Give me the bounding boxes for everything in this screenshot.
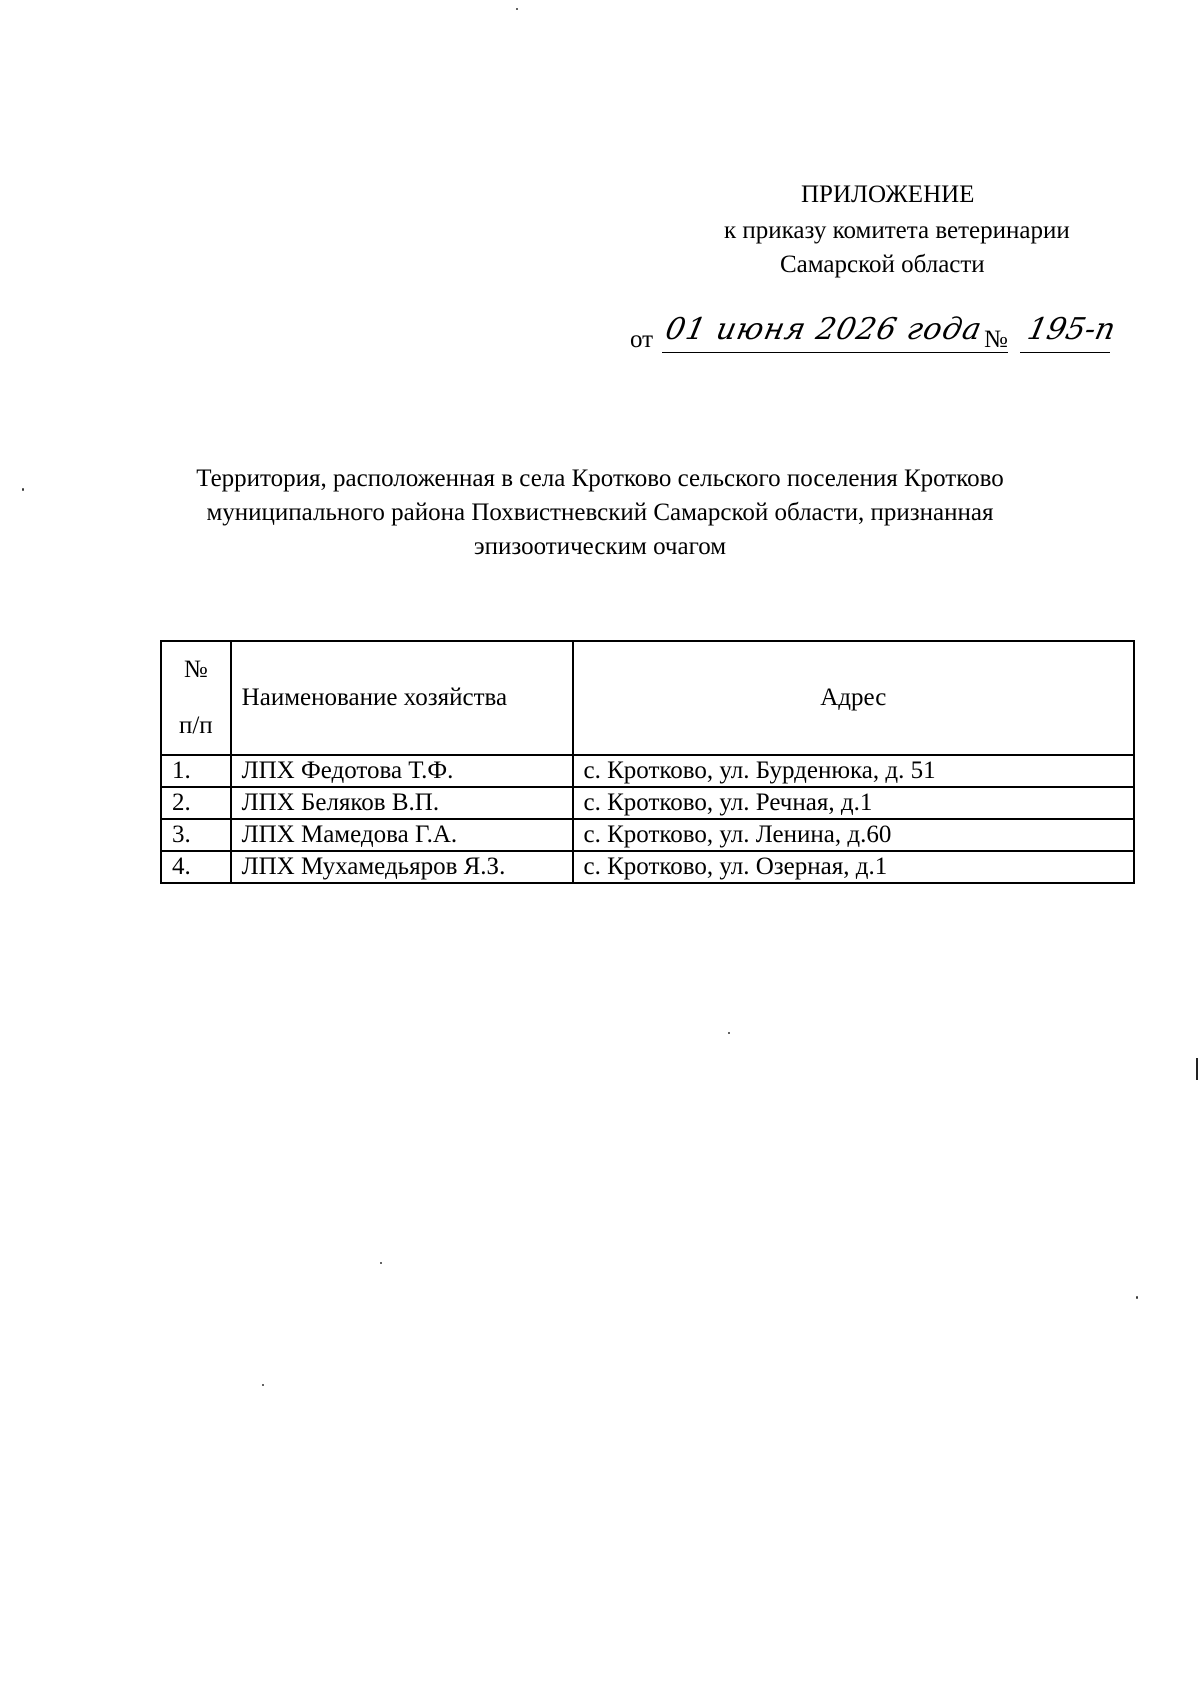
row-address: с. Кротково, ул. Речная, д.1 [573, 787, 1135, 819]
row-address: с. Кротково, ул. Бурденюка, д. 51 [573, 755, 1135, 787]
appendix-region: Самарской области [780, 251, 985, 278]
table-row [161, 851, 1134, 883]
order-date-number-line [630, 312, 1130, 358]
title-line-3: эпизоотическим очагом [473, 533, 727, 560]
row-address: с. Кротково, ул. Ленина, д.60 [573, 819, 1135, 851]
row-number: 2. [161, 787, 231, 819]
header-number-sign: № [183, 656, 208, 683]
header-farm-name: Наименование хозяйства [231, 641, 573, 755]
scan-speck [380, 1262, 382, 1264]
row-address: с. Кротково, ул. Озерная, д.1 [573, 851, 1135, 883]
scan-speck [516, 8, 518, 10]
scan-edge-mark [1196, 1058, 1198, 1080]
title-line-1: Территория, расположенная в села Кротково сельского поселения Кротково [196, 465, 1004, 492]
row-number: 1. [161, 755, 231, 787]
document-title [150, 462, 1050, 564]
title-line-2: муниципального района Похвистневский Самарской области, признанная [206, 499, 994, 526]
scan-speck [262, 1384, 264, 1386]
row-number: 3. [161, 819, 231, 851]
row-farm-name: ЛПХ Мухамедьяров Я.З. [231, 851, 573, 883]
scan-speck [1136, 1296, 1138, 1299]
farms-table [160, 640, 1135, 884]
table-row [161, 819, 1134, 851]
row-farm-name: ЛПХ Федотова Т.Ф. [231, 755, 573, 787]
table-row [161, 755, 1134, 787]
order-date-prefix: от [630, 326, 654, 353]
header-address: Адрес [573, 641, 1135, 755]
table-row [161, 787, 1134, 819]
header-number [161, 641, 231, 755]
order-date-field [662, 312, 1008, 353]
order-number-label: № [984, 326, 1008, 353]
table-header-row [161, 641, 1134, 755]
order-number-field [1020, 312, 1119, 353]
row-farm-name: ЛПХ Беляков В.П. [231, 787, 573, 819]
scan-speck [22, 488, 24, 491]
row-number: 4. [161, 851, 231, 883]
appendix-order-reference: к приказу комитета ветеринарии [724, 217, 1070, 244]
handwritten-order-date: 01 июня 2026 года [662, 312, 986, 347]
header-number-pp: п/п [178, 712, 213, 739]
row-farm-name: ЛПХ Мамедова Г.А. [231, 819, 573, 851]
appendix-title: ПРИЛОЖЕНИЕ [801, 181, 975, 208]
scan-speck [728, 1032, 730, 1034]
handwritten-order-number: 195-п [1024, 312, 1119, 347]
